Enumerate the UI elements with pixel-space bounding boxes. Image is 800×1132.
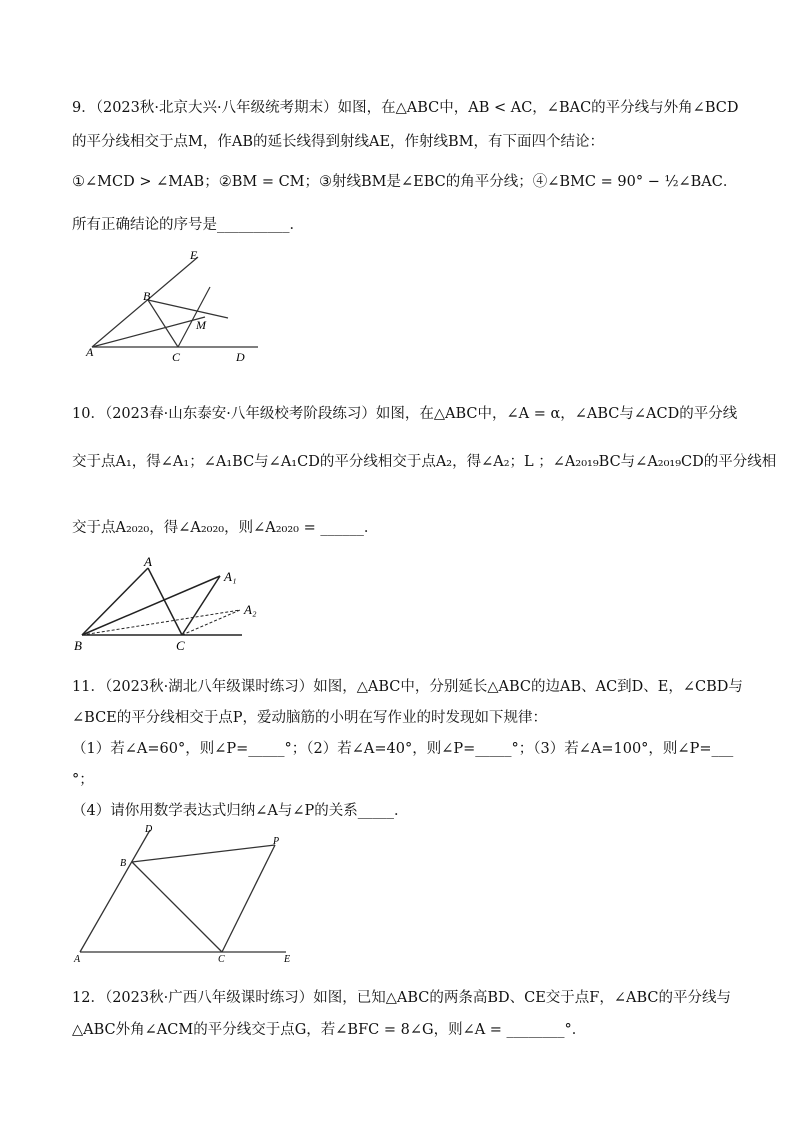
label-C: C — [218, 954, 225, 965]
q12-line-2: △ABC外角∠ACM的平分线交于点G，若∠BFC = 8∠G，则∠A = ________°． — [72, 1022, 587, 1038]
label-D: D — [236, 350, 245, 364]
q9-line-4: 所有正确结论的序号是__________． — [72, 217, 304, 233]
q9-line-2: 的平分线相交于点M，作AB的延长线得到射线AE，作射线BM，有下面四个结论： — [72, 134, 605, 150]
q10-line-3: 交于点A₂₀₂₀，得∠A₂₀₂₀，则∠A₂₀₂₀ = ______． — [72, 520, 379, 536]
q11-line-5: （4）请你用数学表达式归纳∠A与∠P的关系_____． — [72, 803, 409, 819]
label-E: E — [284, 954, 291, 965]
label-P: P — [273, 836, 280, 847]
q10-line-1: 10．（2023春·山东泰安·八年级校考阶段练习）如图，在△ABC中，∠A = α，∠ABC与∠ACD的平分线 — [72, 406, 738, 422]
q10-line-2: 交于点A₁，得∠A₁；∠A₁BC与∠A₁CD的平分线相交于点A₂，得∠A₂；L ；∠A₂₀₁₉BC与∠A₂₀₁₉CD的平分线相 — [72, 454, 777, 470]
label-A: A — [144, 554, 152, 569]
q11-line-3: （1）若∠A=60°，则∠P=_____°；（2）若∠A=40°，则∠P=_____°；（3）若∠A=100°，则∠P=___ — [72, 741, 734, 757]
q9-line-1: 9．（2023秋·北京大兴·八年级统考期末）如图，在△ABC中，AB < AC，∠BAC的平分线与外角∠BCD — [72, 100, 739, 116]
q11-line-4: °； — [72, 772, 94, 788]
label-A: A — [74, 954, 81, 965]
q11-figure — [72, 822, 302, 967]
label-D: D — [145, 824, 153, 835]
label-M: M — [196, 318, 206, 332]
label-B: B — [120, 858, 127, 869]
q11-line-1: 11．（2023秋·湖北八年级课时练习）如图，△ABC中，分别延长△ABC的边AB、AC到D、E，∠CBD与 — [72, 679, 743, 695]
label-B: B — [143, 289, 151, 303]
q12-line-1: 12．（2023秋·广西八年级课时练习）如图，已知△ABC的两条高BD、CE交于点F，∠ABC的平分线与 — [72, 990, 732, 1006]
label-B: B — [74, 638, 82, 652]
label-E: E — [190, 248, 198, 262]
q9-line-3: ①∠MCD > ∠MAB；②BM = CM；③射线BM是∠EBC的角平分线；④∠BMC = 90° − ½∠BAC． — [72, 174, 738, 190]
label-A2: A₂ — [244, 602, 257, 617]
label-C: C — [172, 350, 181, 364]
label-A1: A₁ — [224, 569, 237, 584]
q11-line-2: ∠BCE的平分线相交于点P，爱动脑筋的小明在写作业的时发现如下规律： — [72, 710, 548, 726]
q9-figure — [80, 245, 280, 375]
label-A: A — [86, 345, 94, 359]
q10-figure — [72, 552, 272, 652]
label-C: C — [176, 638, 185, 652]
